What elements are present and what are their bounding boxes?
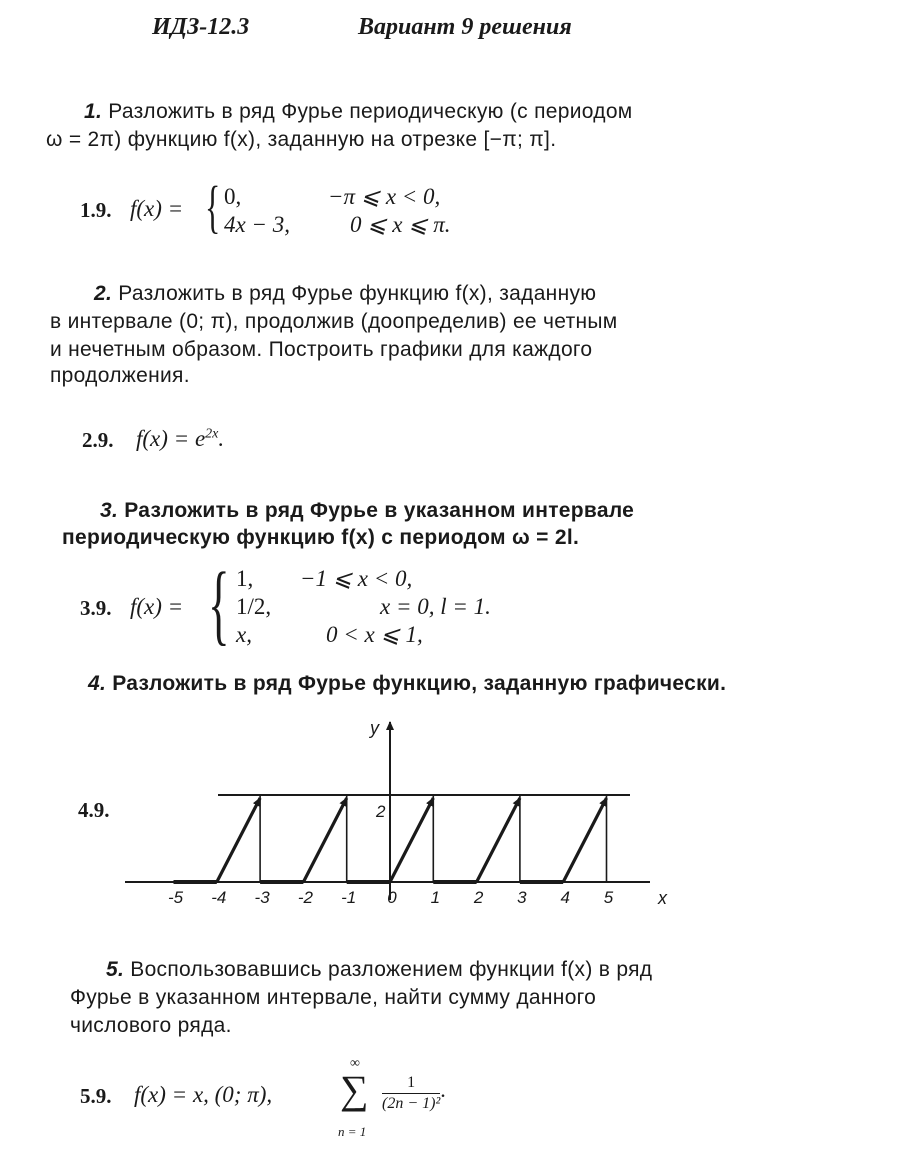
x-tick-label-1: -4 xyxy=(211,888,227,907)
task5-tail: . xyxy=(440,1077,446,1103)
task3-case2-value: 1/2, xyxy=(236,594,272,619)
task4-text1: Разложить в ряд Фурье функцию, заданную графически. xyxy=(112,672,727,695)
sum-lower-limit: n = 1 xyxy=(338,1124,367,1139)
task5-label: 5.9. xyxy=(80,1084,112,1108)
task4-label: 4.9. xyxy=(78,798,110,822)
left-brace: { xyxy=(205,174,221,239)
ramp-segment-1 xyxy=(303,798,346,882)
x-tick-label-0: -5 xyxy=(167,888,184,907)
task1-line1 xyxy=(84,98,633,126)
task2-text1: Разложить в ряд Фурье функцию f(x), заданную xyxy=(118,282,597,305)
x-tick-label-8: 3 xyxy=(517,888,527,907)
task3-line1 xyxy=(100,497,634,525)
x-tick-label-6: 1 xyxy=(430,888,441,907)
task2-text2: в интервале (0; π), продолжив (доопределив) ее четным xyxy=(50,310,618,333)
task5-text2: Фурье в указанном интервале, найти сумму данного xyxy=(70,986,597,1009)
task3-case1-cond: −1 ⩽ x < 0, xyxy=(300,566,413,591)
variant-title: Вариант 9 решения xyxy=(358,14,572,40)
x-tick-label-7: 2 xyxy=(473,888,484,907)
task3-case1-value: 1, xyxy=(236,566,254,591)
x-tick-label-5: 0 xyxy=(387,888,397,907)
doc-title: ИДЗ-12.3 xyxy=(152,14,250,40)
sum-fraction xyxy=(382,1074,446,1113)
task5-line1 xyxy=(106,956,652,984)
fraction-numerator: 1 xyxy=(407,1074,416,1091)
task1-number: 1. xyxy=(84,100,103,123)
task1-text2: ω = 2π) функцию f(x), заданную на отрезке [−π; π]. xyxy=(46,128,557,151)
task2-text4: продолжения. xyxy=(50,364,190,387)
ramp-segment-3 xyxy=(477,798,520,882)
y-axis-label: y xyxy=(370,718,379,738)
task5-func: f(x) = x, (0; π), xyxy=(134,1082,273,1107)
task1-func: f(x) = xyxy=(130,196,184,221)
sum-sign: ∑ xyxy=(340,1067,369,1112)
x-axis-label: x xyxy=(658,888,667,908)
x-tick-label-3: -2 xyxy=(297,888,313,907)
x-tick-label-4: -1 xyxy=(341,888,357,907)
task3-text1: Разложить в ряд Фурье в указанном интервале xyxy=(124,499,635,522)
task5-number: 5. xyxy=(106,958,125,981)
ramp-segment-2 xyxy=(390,798,433,882)
task4-line1 xyxy=(88,670,726,698)
task2-tail: . xyxy=(218,426,225,451)
x-tick-label-10: 5 xyxy=(603,888,614,907)
task2-line1 xyxy=(94,280,596,308)
task3-case3-cond: 0 < x ⩽ 1, xyxy=(326,622,423,647)
fraction-denominator: (2n − 1)² xyxy=(382,1095,441,1112)
task1-case2-cond: 0 ⩽ x ⩽ π. xyxy=(350,212,451,237)
task2-exponent: 2x xyxy=(205,426,219,442)
task2-number: 2. xyxy=(94,282,113,305)
task1-case2-value: 4x − 3, xyxy=(224,212,290,237)
task5-text3: числового ряда. xyxy=(70,1014,232,1037)
x-tick-label-9: 4 xyxy=(560,888,570,907)
task1-case1-cond: −π ⩽ x < 0, xyxy=(328,184,441,209)
task3-text2-bold: периодическую функцию f(x) с периодом ω = 2l. xyxy=(62,526,580,549)
task2-label: 2.9. xyxy=(82,428,114,452)
ramp-segment-4 xyxy=(563,798,606,882)
graph-layer xyxy=(125,718,668,908)
x-tick-label-2: -3 xyxy=(254,888,270,907)
task2-func-base: f(x) = e xyxy=(136,426,206,451)
task3-label: 3.9. xyxy=(80,596,112,620)
task3-text2 xyxy=(62,524,579,552)
task4-graph xyxy=(0,700,910,920)
task1-label: 1.9. xyxy=(80,198,112,222)
task3-func: f(x) = xyxy=(130,594,184,619)
left-brace-3: { xyxy=(208,555,230,654)
task2-text3: и нечетным образом. Построить графики для каждого xyxy=(50,338,593,361)
task1-case1-value: 0, xyxy=(224,184,242,209)
y-tick-label: 2 xyxy=(376,802,386,821)
task3-number: 3. xyxy=(100,499,119,522)
task2-func xyxy=(136,426,224,452)
ramp-segment-0 xyxy=(217,798,260,882)
task5-text1: Воспользовавшись разложением функции f(x) в ряд xyxy=(130,958,653,981)
sum-upper-limit: ∞ xyxy=(350,1056,360,1071)
task3-case2-cond: x = 0, l = 1. xyxy=(380,594,491,619)
task1-text1: Разложить в ряд Фурье периодическую (с периодом xyxy=(108,100,633,123)
task4-number: 4. xyxy=(88,672,107,695)
task3-case3-value: x, xyxy=(236,622,252,647)
